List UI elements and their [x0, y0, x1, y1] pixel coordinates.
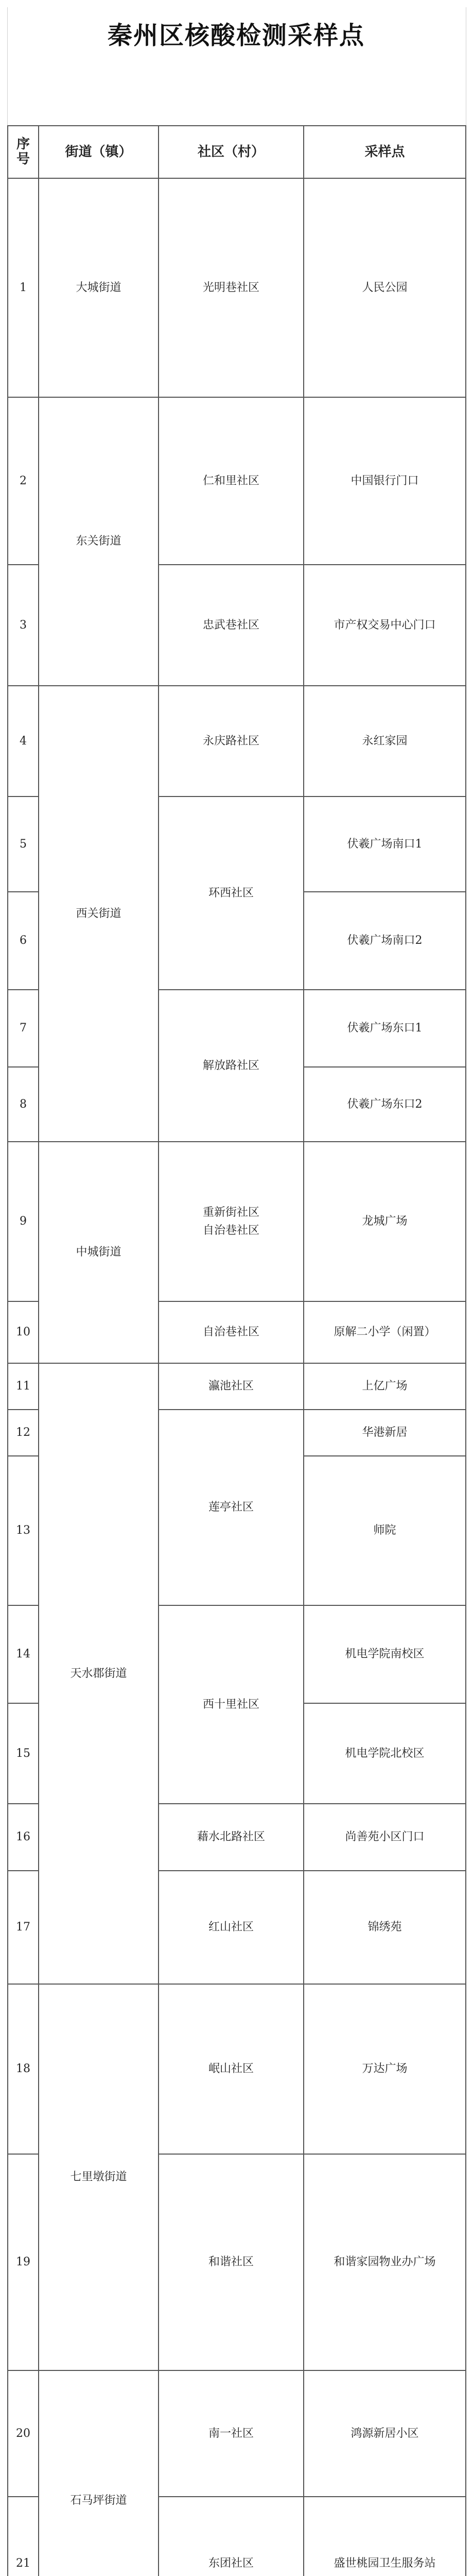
header-street: 街道（镇）	[39, 126, 159, 178]
street-cell: 西关街道	[39, 686, 159, 1142]
site-cell: 师院	[304, 1456, 466, 1605]
community-cell: 红山社区	[159, 1871, 304, 1984]
site-cell: 原解二小学（闲置）	[304, 1301, 466, 1363]
site-cell: 龙城广场	[304, 1142, 466, 1301]
header-no: 序号	[8, 126, 39, 178]
community-cell: 解放路社区	[159, 990, 304, 1142]
street-cell: 七里墩街道	[39, 1984, 159, 2370]
site-cell: 尚善苑小区门口	[304, 1804, 466, 1871]
table-row	[8, 2370, 466, 2497]
header-community: 社区（村）	[159, 126, 304, 178]
site-cell: 伏羲广场南口1	[304, 796, 466, 892]
community-cell: 藉水北路社区	[159, 1804, 304, 1871]
site-cell: 伏羲广场南口2	[304, 892, 466, 990]
community-cell: 仁和里社区	[159, 397, 304, 565]
site-cell: 华港新居	[304, 1410, 466, 1456]
community-cell: 莲亭社区	[159, 1410, 304, 1605]
row-number: 10	[8, 1301, 39, 1363]
row-number: 19	[8, 2154, 39, 2370]
row-number: 11	[8, 1363, 39, 1410]
community-cell: 自治巷社区	[159, 1301, 304, 1363]
table-row	[8, 686, 466, 796]
row-number: 15	[8, 1703, 39, 1804]
street-cell: 天水郡街道	[39, 1363, 159, 1984]
community-cell: 南一社区	[159, 2370, 304, 2497]
row-number: 13	[8, 1456, 39, 1605]
site-cell: 中国银行门口	[304, 397, 466, 565]
row-number: 3	[8, 565, 39, 686]
site-cell: 和谐家园物业办广场	[304, 2154, 466, 2370]
site-cell: 鸿源新居小区	[304, 2370, 466, 2497]
row-number: 18	[8, 1984, 39, 2154]
site-cell: 伏羲广场东口2	[304, 1067, 466, 1142]
site-cell: 伏羲广场东口1	[304, 990, 466, 1067]
community-cell: 瀛池社区	[159, 1363, 304, 1410]
row-number: 5	[8, 796, 39, 892]
community-cell: 永庆路社区	[159, 686, 304, 796]
community-cell: 环西社区	[159, 796, 304, 990]
row-number: 14	[8, 1605, 39, 1703]
page-title: 秦州区核酸检测采样点	[107, 21, 365, 50]
street-cell: 石马坪街道	[39, 2370, 159, 2576]
street-cell: 东关街道	[39, 397, 159, 686]
table-row	[8, 1984, 466, 2154]
site-cell: 机电学院南校区	[304, 1605, 466, 1703]
community-cell: 西十里社区	[159, 1605, 304, 1804]
table-row	[8, 397, 466, 565]
site-cell: 人民公园	[304, 178, 466, 397]
table-row	[8, 178, 466, 397]
community-cell: 重新街社区 自治巷社区	[159, 1142, 304, 1301]
site-cell: 锦绣苑	[304, 1871, 466, 1984]
table-row	[8, 1363, 466, 1410]
row-number: 8	[8, 1067, 39, 1142]
community-cell: 光明巷社区	[159, 178, 304, 397]
site-cell: 市产权交易中心门口	[304, 565, 466, 686]
row-number: 16	[8, 1804, 39, 1871]
row-number: 1	[8, 178, 39, 397]
sampling-sites-table	[7, 125, 466, 2576]
site-cell: 上亿广场	[304, 1363, 466, 1410]
row-number: 7	[8, 990, 39, 1067]
row-number: 12	[8, 1410, 39, 1456]
site-cell: 盛世桃园卫生服务站	[304, 2497, 466, 2576]
row-number: 21	[8, 2497, 39, 2576]
street-cell: 中城街道	[39, 1142, 159, 1363]
row-number: 2	[8, 397, 39, 565]
row-number: 9	[8, 1142, 39, 1301]
row-number: 4	[8, 686, 39, 796]
street-cell: 大城街道	[39, 178, 159, 397]
community-cell: 岷山社区	[159, 1984, 304, 2154]
table-row	[8, 1142, 466, 1301]
row-number: 20	[8, 2370, 39, 2497]
header-site: 采样点	[304, 126, 466, 178]
site-cell: 万达广场	[304, 1984, 466, 2154]
site-cell: 永红家园	[304, 686, 466, 796]
table-header-row	[8, 126, 466, 178]
community-cell: 和谐社区	[159, 2154, 304, 2370]
site-cell: 机电学院北校区	[304, 1703, 466, 1804]
row-number: 6	[8, 892, 39, 990]
community-cell: 东团社区	[159, 2497, 304, 2576]
row-number: 17	[8, 1871, 39, 1984]
community-cell: 忠武巷社区	[159, 565, 304, 686]
